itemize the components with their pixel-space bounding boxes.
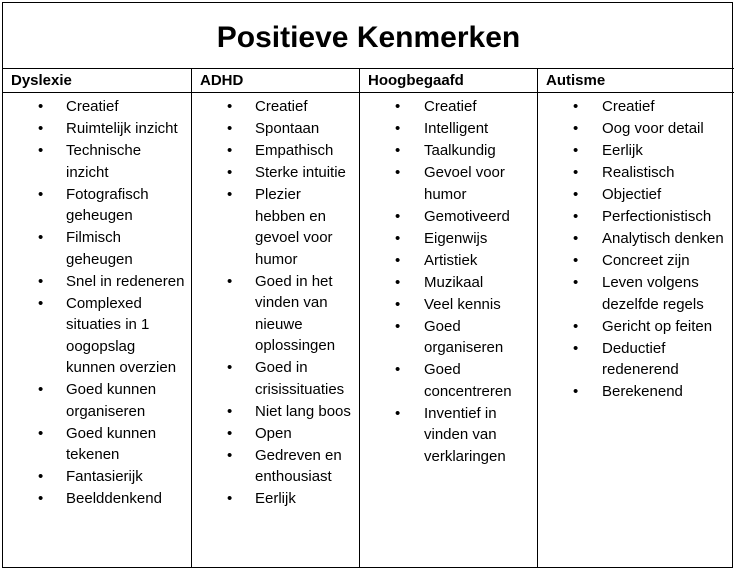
list-item: • Muzikaal [360, 272, 537, 294]
characteristics-table [2, 2, 733, 568]
list-item: • Beelddenkend [3, 488, 191, 510]
list-item: • Eigenwijs [360, 228, 537, 250]
list-item: • Intelligent [360, 118, 537, 140]
list-item: • Fotografisch geheugen [3, 184, 191, 227]
list-item: • Snel in redeneren [3, 271, 191, 293]
list-item: • Objectief [538, 184, 734, 206]
list-item: • Fantasierijk [3, 466, 191, 488]
list-item: • Oog voor detail [538, 118, 734, 140]
trait-list [538, 93, 734, 403]
list-item: • Empathisch [192, 140, 359, 162]
list-item: • Sterke intuitie [192, 162, 359, 184]
list-item: • Goed kunnen organiseren [3, 379, 191, 422]
list-item: • Taalkundig [360, 140, 537, 162]
list-item: • Gericht op feiten [538, 316, 734, 338]
column-dyslexie [3, 69, 191, 568]
list-item: • Goed kunnen tekenen [3, 423, 191, 466]
column-heading: ADHD [192, 69, 359, 93]
list-item: • Veel kennis [360, 294, 537, 316]
list-item: • Perfectionistisch [538, 206, 734, 228]
trait-list [360, 93, 537, 467]
list-item: • Filmisch geheugen [3, 227, 191, 270]
column-hoogbegaafd [359, 69, 537, 568]
column-adhd [191, 69, 359, 568]
list-item: • Creatief [538, 96, 734, 118]
column-heading: Hoogbegaafd [360, 69, 537, 93]
list-item: • Eerlijk [192, 488, 359, 510]
list-item: • Plezier hebben en gevoel voor humor [192, 184, 359, 270]
trait-list [192, 93, 359, 510]
list-item: • Berekenend [538, 381, 734, 403]
list-item: • Artistiek [360, 250, 537, 272]
column-heading: Dyslexie [3, 69, 191, 93]
column-heading: Autisme [538, 69, 734, 93]
trait-list [3, 93, 191, 510]
list-item: • Analytisch denken [538, 228, 734, 250]
list-item: • Gevoel voor humor [360, 162, 537, 205]
list-item: • Deductief redenerend [538, 338, 734, 381]
table-title: Positieve Kenmerken [3, 3, 734, 69]
list-item: • Ruimtelijk inzicht [3, 118, 191, 140]
list-item: • Creatief [3, 96, 191, 118]
list-item: • Niet lang boos [192, 401, 359, 423]
list-item: • Spontaan [192, 118, 359, 140]
list-item: • Concreet zijn [538, 250, 734, 272]
list-item: • Goed in het vinden van nieuwe oplossingen [192, 271, 359, 357]
list-item: • Technische inzicht [3, 140, 191, 183]
list-item: • Leven volgens dezelfde regels [538, 272, 734, 315]
list-item: • Creatief [192, 96, 359, 118]
list-item: • Complexed situaties in 1 oogopslag kunnen overzien [3, 293, 191, 379]
list-item: • Realistisch [538, 162, 734, 184]
list-item: • Inventief in vinden van verklaringen [360, 403, 537, 468]
list-item: • Goed organiseren [360, 316, 537, 359]
list-item: • Gedreven en enthousiast [192, 445, 359, 488]
list-item: • Eerlijk [538, 140, 734, 162]
list-item: • Creatief [360, 96, 537, 118]
list-item: • Goed concentreren [360, 359, 537, 402]
list-item: • Gemotiveerd [360, 206, 537, 228]
list-item: • Goed in crisissituaties [192, 357, 359, 400]
column-autisme [537, 69, 734, 568]
list-item: • Open [192, 423, 359, 445]
